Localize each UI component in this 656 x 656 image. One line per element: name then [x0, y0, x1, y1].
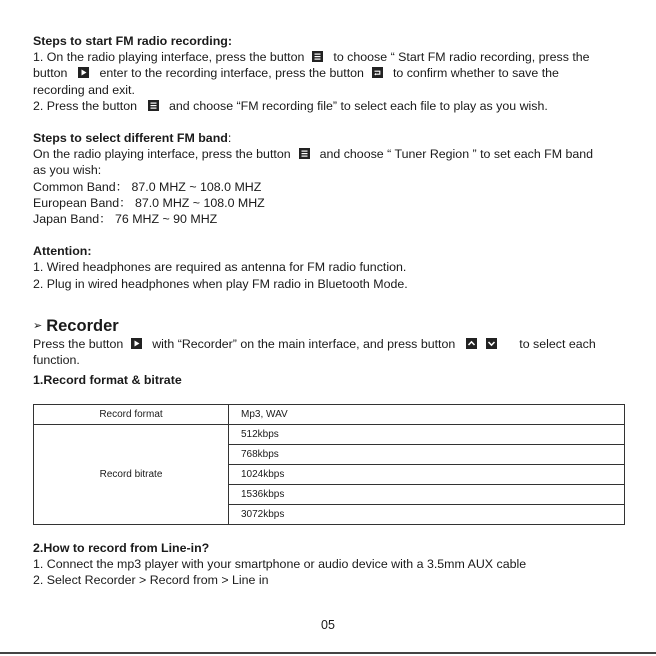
text-segment: and choose “ Tuner Region ” to set each FM band	[319, 147, 594, 162]
bottom-divider	[0, 652, 656, 654]
text-segment: Press the button	[33, 336, 124, 351]
common-band: Common Band： 87.0 MHZ ~ 108.0 MHZ	[33, 179, 262, 194]
record-format-table	[33, 404, 625, 525]
text-segment: with “Recorder” on the main interface, and press button	[152, 336, 456, 351]
table-row	[34, 425, 625, 445]
bitrate-value-cell: 3072kbps	[229, 505, 625, 525]
text-segment: to select each	[519, 336, 596, 351]
text-segment: button	[33, 66, 68, 81]
back-return-icon	[372, 67, 383, 78]
text-segment: to confirm whether to save the	[392, 66, 559, 81]
fm-recording-step1-cont	[33, 65, 633, 81]
recorder-instructions	[33, 336, 633, 352]
up-arrow-icon	[466, 338, 477, 349]
attention-note-1: 1. Wired headphones are required as antenna for FM radio function.	[33, 260, 407, 275]
heading-text: Steps to select different FM band	[33, 131, 228, 146]
play-icon	[131, 338, 142, 349]
text-segment: 2. Press the button	[33, 98, 138, 113]
text-segment: enter to the recording interface, press the button	[99, 66, 364, 81]
bitrate-value-cell: 1024kbps	[229, 465, 625, 485]
bitrate-value-cell: 1536kbps	[229, 485, 625, 505]
fm-recording-heading: Steps to start FM radio recording:	[33, 34, 232, 48]
bitrate-value-cell: 768kbps	[229, 445, 625, 465]
record-format-heading: 1.Record format & bitrate	[33, 373, 182, 388]
text-segment: to choose “ Start FM radio recording, press the	[333, 50, 590, 65]
page-number: 05	[321, 618, 335, 632]
attention-note-2: 2. Plug in wired headphones when play FM radio in Bluetooth Mode.	[33, 276, 408, 291]
text-segment: and choose “FM recording file” to select each file to play as you wish.	[169, 98, 548, 113]
format-label-cell: Record format	[34, 405, 229, 425]
table-row	[34, 405, 625, 425]
format-value-cell: Mp3, WAV	[229, 405, 625, 425]
european-band: European Band： 87.0 MHZ ~ 108.0 MHZ	[33, 195, 265, 210]
line-in-heading: 2.How to record from Line-in?	[33, 541, 210, 555]
japan-band: Japan Band： 76 MHZ ~ 90 MHZ	[33, 212, 218, 227]
recorder-title-text: Recorder	[46, 316, 119, 335]
page-body	[33, 33, 633, 388]
down-arrow-icon	[486, 338, 497, 349]
fm-band-heading	[33, 130, 633, 146]
recorder-section-title	[33, 316, 633, 336]
text-segment: On the radio playing interface, press the button	[33, 147, 291, 162]
bitrate-label-cell: Record bitrate	[34, 425, 229, 525]
line-in-step-1: 1. Connect the mp3 player with your smartphone or audio device with a 3.5mm AUX cable	[33, 557, 527, 572]
menu-icon	[312, 51, 323, 62]
fm-recording-step1	[33, 49, 633, 65]
text-segment: 1. On the radio playing interface, press the button	[33, 50, 305, 65]
menu-icon	[148, 100, 159, 111]
arrow-bullet-icon: ➢	[33, 319, 43, 332]
fm-recording-step1-end: recording and exit.	[33, 82, 135, 97]
heading-colon: :	[227, 131, 232, 146]
bitrate-value-cell: 512kbps	[229, 425, 625, 445]
fm-band-step-cont: as you wish:	[33, 163, 102, 178]
fm-recording-step2	[33, 98, 633, 114]
attention-heading: Attention:	[33, 244, 92, 259]
line-in-section	[33, 540, 633, 589]
recorder-instructions-cont: function.	[33, 353, 80, 368]
play-icon	[78, 67, 89, 78]
line-in-step-2: 2. Select Recorder > Record from > Line in	[33, 573, 269, 588]
menu-icon	[299, 148, 310, 159]
fm-band-step	[33, 146, 633, 162]
